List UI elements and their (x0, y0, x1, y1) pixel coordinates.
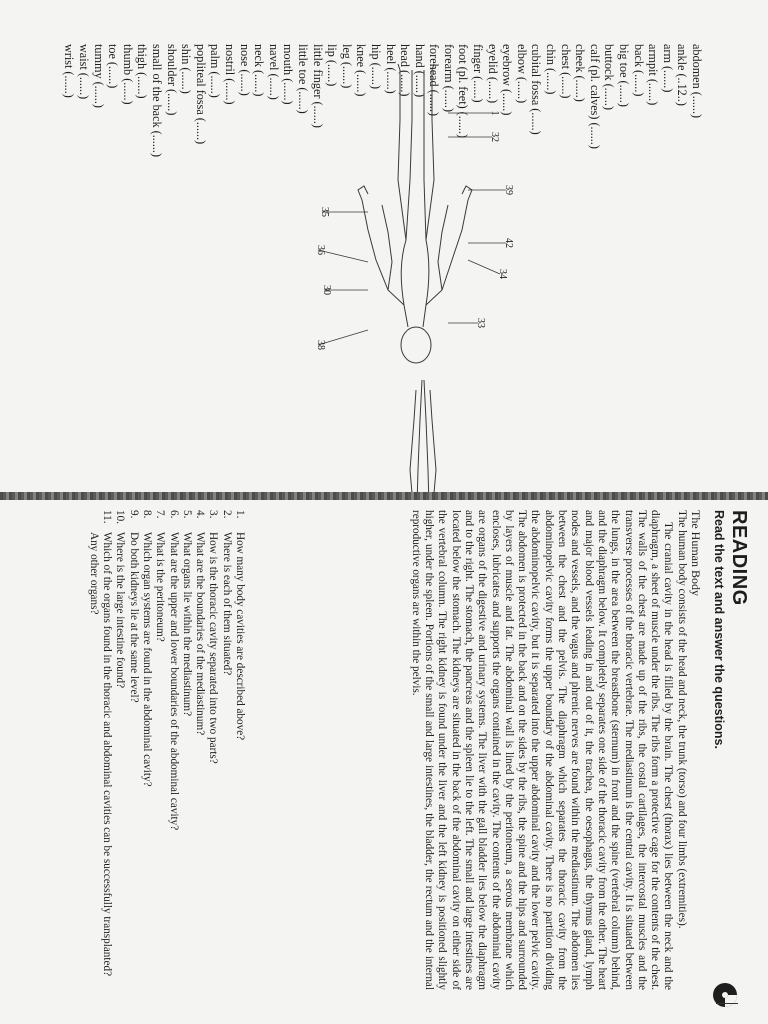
figure-label-number: 30 (321, 285, 332, 295)
question-text: How is the thoracic cavity separated into two parts? (207, 532, 220, 764)
question-number: 7. (154, 510, 167, 519)
vocabulary-item: elbow (......) (514, 44, 529, 104)
figure-label-number: 36 (315, 245, 326, 255)
question-text: Where is the large intestine found? (114, 532, 127, 689)
vocabulary-item: head (......) (398, 44, 413, 97)
vocabulary-item: lip (......) (325, 44, 340, 87)
vocabulary-item: ankle (..12..) (675, 44, 690, 106)
question-text: Where is each of them situated? (220, 532, 233, 676)
question-number: 8. (140, 510, 153, 519)
vocabulary-item: thumb (......) (120, 44, 135, 105)
question-item (206, 510, 219, 990)
question-text: Do both kidneys lie at the same level? (127, 532, 140, 703)
vocabulary-item: armpit (......) (646, 44, 661, 106)
vocabulary-item: tummy (......) (91, 44, 106, 108)
question-item (166, 510, 179, 990)
vocabulary-item: popliteal fossa (......) (193, 44, 208, 145)
front-body-figure (366, 380, 480, 492)
vocabulary-item: navel (......) (266, 44, 281, 100)
reading-paragraph-2: The cranial cavity in the head is filled by the brain. The chest (thorax) lies between the neck and the diaphragm, a sheet of muscle under the ribs. The ribs form a protective cage for the contents of the chest. The walls of the chest are made up of the ribs, the costal cartilages, the intercostal muscles and the transverse processes of the thoracic vertebrae. The mediastinum is the central cavity. It is situated between the lungs, in the area between the breastbone (sternum) in front and the spine (vertebral column) behind, and the diaphragm below. It completely separates one side of the thoracic cavity from the other. The heart and major blood vessels leading in and out of it, the trachea, the oesophagus, the thymus gland, lymph nodes and vessels, and the vagus and phrenic nerves are found within the mediastinum. The abdomen lies between the chest and the pelvis. The diaphragm which separates the thoracic cavity from the abdominopelvic cavity forms the upper boundary of the abdominal cavity. There is no partition dividing the abdominopelvic cavity, but it is separated into the upper abdominal cavity and the lower pelvic cavity. The abdomen is protected in the back and on the sides by the ribs, the spine and the hips and surrounded by layers of muscle and fat. The abdominal wall is lined by the peritoneum, a serous membrane which encloses, lubricates and supports the organs contained in the cavity. The contents of the abdominal cavity are organs of the digestive and urinary systems. The liver with the gall bladder lies below the diaphragm and to the right. The stomach, the pancreas and the spleen lie to the left. The small and large intestines are located below the stomach. The kidneys are situated in the back of the abdominal cavity on either side of the vertebral column. The right kidney is found under the liver and the left kidney is positioned slightly higher, under the spleen. Portions of the small and large intestines, the bladder, the rectum and the internal reproductive organs are within the pelvis. (409, 510, 675, 990)
vocabulary-item: buttock (......) (602, 44, 617, 111)
vocabulary-item: forehead (......) (427, 44, 442, 117)
figure-label-number: 32 (489, 132, 500, 142)
vocabulary-item: small of the back (......) (150, 44, 165, 158)
vocabulary-item: abdomen (......) (690, 44, 704, 119)
question-number: 3. (207, 510, 220, 519)
reading-title: The Human Body (689, 510, 703, 596)
vocabulary-item: calf (pl. calves) (......) (587, 44, 602, 149)
vocabulary-item: cheek (......) (573, 44, 588, 102)
figure-label-number: 38 (315, 340, 326, 350)
vocabulary-item: cubital fossa (......) (529, 44, 544, 135)
question-number: 6. (167, 510, 180, 519)
vocabulary-item: leg (......) (339, 44, 354, 89)
vocabulary-item: eyebrow (......) (500, 44, 515, 116)
question-item (233, 510, 246, 990)
figure-label-number: 34 (497, 269, 508, 279)
vocabulary-item: little finger (......) (310, 44, 325, 128)
audio-cd-icon (712, 982, 738, 1008)
vocabulary-item: neck (......) (252, 44, 267, 97)
vocabulary-item: wrist (......) (62, 44, 77, 98)
vocabulary-item: arm (......) (660, 44, 675, 93)
vocabulary-item: waist (......) (77, 44, 92, 100)
question-number: 1. (234, 510, 246, 519)
figure-label-number: 33 (475, 318, 486, 328)
question-text: Which of the organs found in the thoracic and abdominal cavities can be successfully transplanted? Any other organs? (87, 532, 114, 977)
vocabulary-item: shin (......) (179, 44, 194, 94)
question-item (86, 510, 113, 990)
question-number: 5. (180, 510, 193, 519)
vocabulary-item: hip (......) (368, 44, 383, 90)
vocabulary-item: finger (......) (471, 44, 486, 103)
vocabulary-item: palm (......) (208, 44, 223, 98)
reading-instruction: Read the text and answer the questions. (712, 510, 726, 749)
question-item (140, 510, 153, 990)
vocabulary-item: big toe (......) (617, 44, 632, 107)
figure-label-number: 35 (319, 207, 330, 217)
question-number: 2. (220, 510, 233, 519)
vocabulary-item: shoulder (......) (164, 44, 179, 116)
question-item (180, 510, 193, 990)
question-item (219, 510, 232, 990)
vocabulary-item: nose (......) (237, 44, 252, 96)
vocabulary-item: forearm (......) (441, 44, 456, 113)
question-number: 9. (127, 510, 140, 519)
vocabulary-item: knee (......) (354, 44, 369, 97)
question-text: Which organ systems are found in the abdominal cavity? (140, 532, 153, 787)
vocabulary-item: toe (......) (106, 44, 121, 89)
vocabulary-item: mouth (......) (281, 44, 296, 105)
back-body-figure (358, 64, 472, 363)
question-number: 4. (194, 510, 207, 519)
question-text: What organs lie within the mediastinum? (180, 532, 193, 717)
question-item (193, 510, 206, 990)
question-text: What are the boundaries of the mediastinum? (194, 532, 207, 736)
anatomy-figures (0, 0, 768, 492)
question-text: What are the upper and lower boundaries of the abdominal cavity? (167, 532, 180, 831)
question-number: 10. (114, 510, 127, 524)
vocabulary-item: hand (......) (412, 44, 427, 98)
vocabulary-item: little toe (......) (295, 44, 310, 114)
reading-paragraph-1: The human body consists of the head and neck, the trunk (torso) and four limbs (extremities). (675, 510, 688, 929)
vocabulary-item: chest (......) (558, 44, 573, 99)
reading-section (0, 510, 768, 990)
page-fold-shadow (0, 492, 768, 500)
figure-label-number: 42 (503, 238, 514, 248)
question-text: What is the peritoneum? (154, 532, 167, 642)
figure-label-number: 1 (489, 110, 500, 116)
reading-heading: READING (728, 510, 750, 606)
vocabulary-item: chin (......) (544, 44, 559, 95)
reading-text (408, 510, 702, 990)
figure-label-number: 39 (503, 185, 514, 195)
vocabulary-item: eyelid (......) (485, 44, 500, 104)
page-edge-mark (716, 1003, 738, 1004)
vocabulary-item: foot (pl. feet) (......) (456, 44, 471, 139)
question-item (126, 510, 139, 990)
vocabulary-item: nostril (......) (223, 44, 237, 105)
question-item (153, 510, 166, 990)
question-list (86, 510, 246, 990)
leader-line (468, 260, 500, 274)
vocabulary-item: back (......) (631, 44, 646, 97)
vocabulary-item: thigh (......) (135, 44, 150, 99)
question-text: How many body cavities are described above? (234, 532, 246, 741)
vocabulary-item: heel (......) (383, 44, 398, 94)
question-item (113, 510, 126, 990)
question-number: 11. (101, 510, 114, 524)
